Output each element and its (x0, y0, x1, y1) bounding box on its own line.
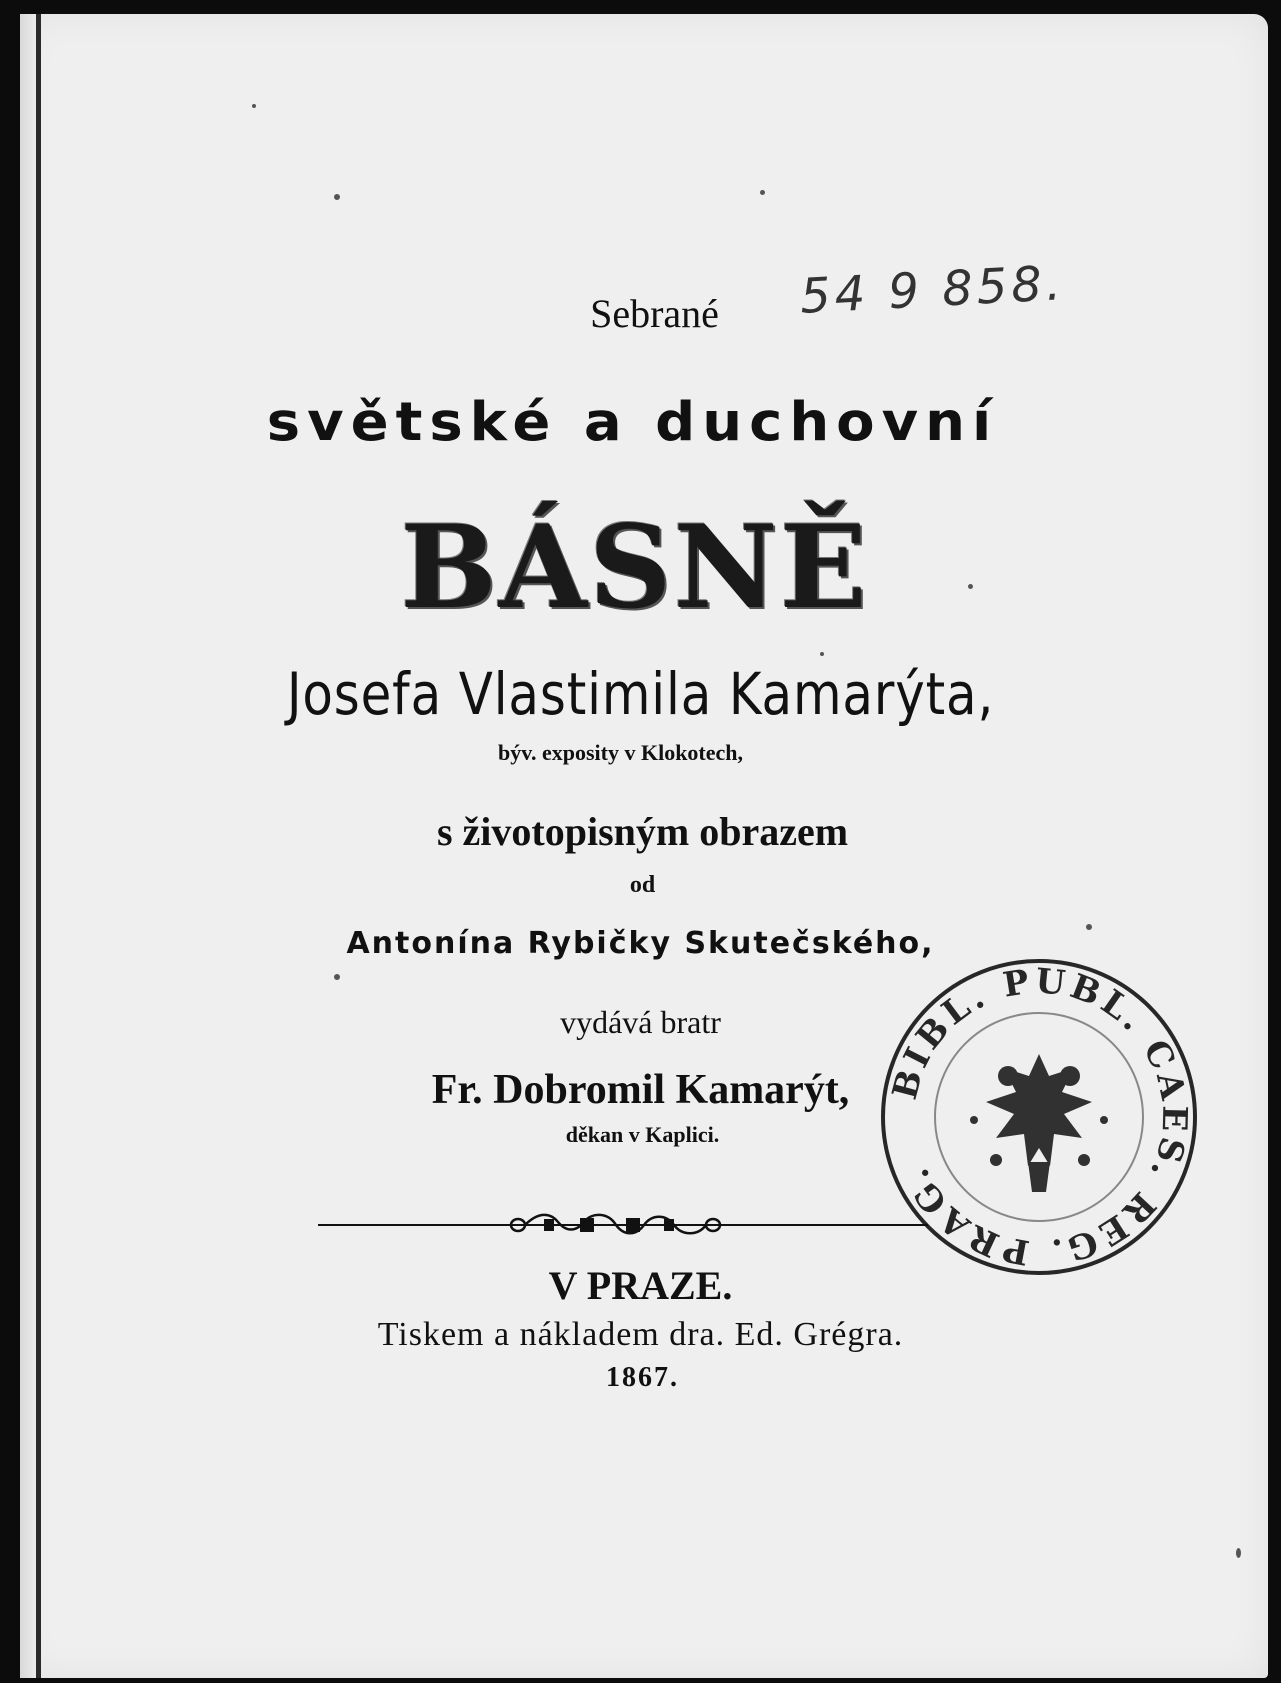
paper-speck (334, 974, 340, 980)
publisher-role: děkan v Kaplici. (565, 1122, 720, 1147)
paper-speck (1086, 924, 1092, 930)
handwritten-shelfmark: 54 9 858. (798, 255, 1067, 325)
paper-speck (820, 652, 824, 656)
printer-line: Tiskem a nákladem dra. Ed. Grégra. (377, 1316, 904, 1353)
publisher-name: Fr. Dobromil Kamarýt, (431, 1067, 850, 1113)
biography-author: Antonína Rybičky Skutečského, (346, 926, 935, 961)
biography-note: s životopisným obrazem (436, 809, 849, 854)
place-of-publication: V PRAZE. (548, 1263, 733, 1308)
paper-speck (252, 104, 256, 108)
library-stamp-icon (878, 956, 1200, 1278)
paper-speck (760, 190, 765, 195)
ornament-rule-icon (318, 1210, 928, 1240)
title-basne: BÁSNĚ (400, 500, 869, 634)
publication-year: 1867. (606, 1362, 679, 1393)
stamp-text: BIBL. PUBL. CAES. REG. PRAG. (884, 961, 1195, 1273)
title-line-svetske-duchovni: světské a duchovní (266, 391, 999, 454)
paper-speck (1236, 1548, 1241, 1558)
publisher-intro: vydává bratr (560, 1004, 721, 1040)
author-name: Josefa Vlastimila Kamarýta, (286, 660, 995, 728)
author-role: býv. exposity v Klokotech, (497, 740, 744, 765)
paper-speck (968, 584, 973, 589)
paper-speck (334, 194, 340, 200)
od-word: od (629, 872, 656, 898)
title-line-sebrane: Sebrané (590, 291, 719, 336)
